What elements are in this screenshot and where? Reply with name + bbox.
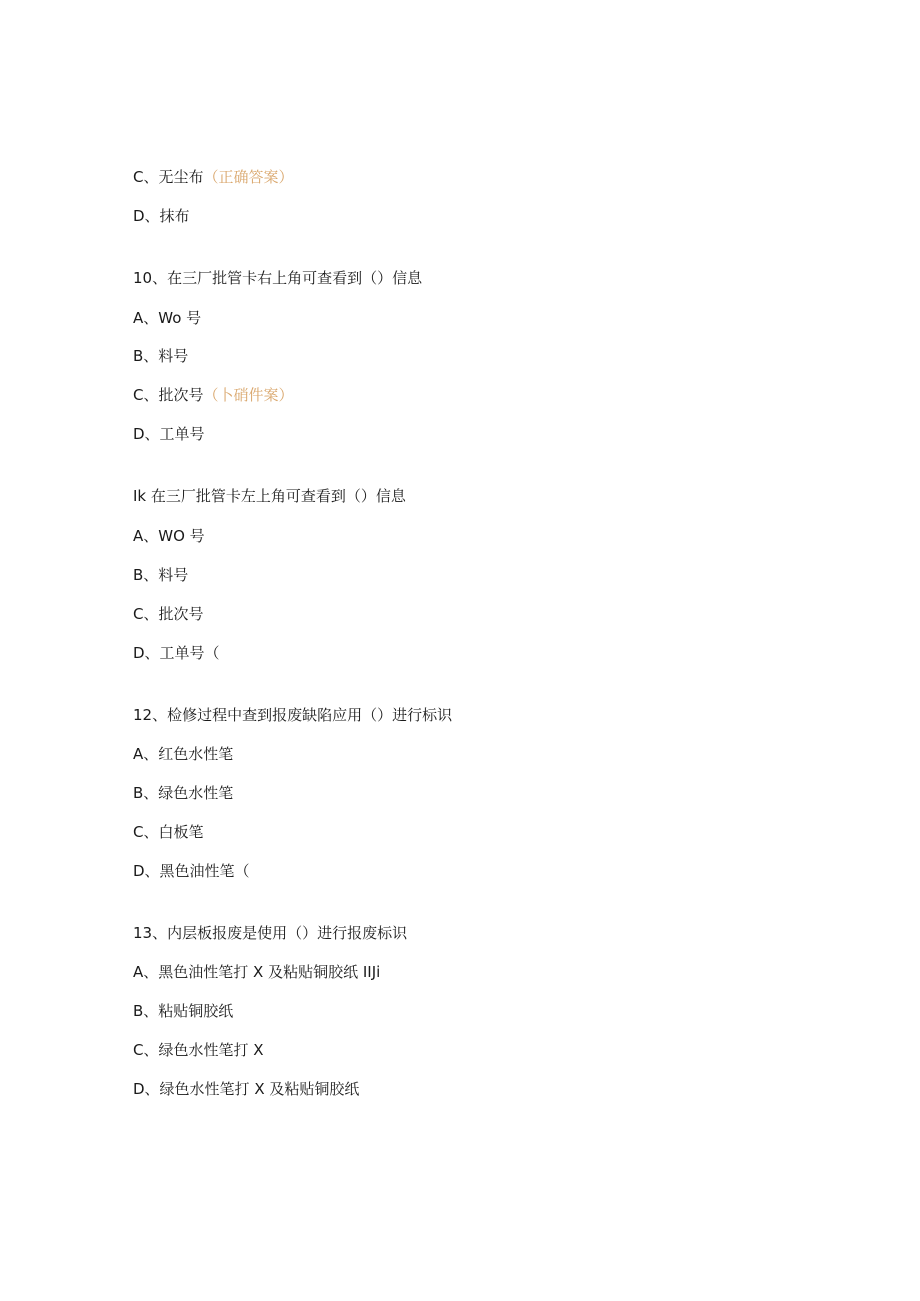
option-text: B、料号	[133, 347, 189, 365]
question-text: 12、检修过程中查到报废缺陷应用（）进行标识	[133, 706, 453, 724]
option-text: D、抹布	[133, 207, 190, 225]
answer-mark: （正确答案）	[203, 168, 294, 186]
q12-option-a	[133, 744, 233, 764]
question-text: 10、在三厂批管卡右上角可查看到（）信息	[133, 269, 423, 287]
option-text: A、黑色油性笔打 X 及粘贴铜胶纸 IIJi	[133, 963, 381, 981]
question-text: Ik 在三厂批管卡左上角可查看到（）信息	[133, 487, 406, 505]
option-text: D、工单号	[133, 425, 205, 443]
q11-option-b	[133, 565, 188, 585]
answer-mark: （卜硝件案）	[203, 386, 294, 404]
option-text: C、批次号	[133, 605, 204, 623]
q11-option-a	[133, 526, 205, 546]
q11-option-c	[133, 604, 203, 624]
q10-option-d	[133, 424, 205, 444]
option-text: A、WO 号	[133, 527, 205, 545]
q10-option-c	[133, 385, 294, 405]
q12-option-d	[133, 861, 250, 881]
q9-option-d	[133, 206, 190, 226]
question-13	[133, 923, 407, 943]
option-text: A、Wo 号	[133, 309, 202, 327]
q13-option-b	[133, 1001, 233, 1021]
question-10	[133, 268, 422, 288]
question-11	[133, 486, 406, 506]
option-text: C、无尘布	[133, 168, 204, 186]
option-text: B、料号	[133, 566, 189, 584]
option-text: A、红色水性笔	[133, 745, 234, 763]
q11-option-d	[133, 643, 220, 663]
option-text: B、绿色水性笔	[133, 784, 234, 802]
q9-option-c	[133, 167, 294, 187]
question-text: 13、内层板报废是使用（）进行报废标识	[133, 924, 408, 942]
q12-option-b	[133, 783, 233, 803]
option-text: C、批次号	[133, 386, 204, 404]
q13-option-d	[133, 1079, 359, 1099]
option-text: D、黑色油性笔（	[133, 862, 250, 880]
option-text: D、绿色水性笔打 X 及粘贴铜胶纸	[133, 1080, 360, 1098]
option-text: B、粘贴铜胶纸	[133, 1002, 234, 1020]
option-text: C、白板笔	[133, 823, 204, 841]
option-text: C、绿色水性笔打 X	[133, 1041, 264, 1059]
question-12	[133, 705, 452, 725]
q12-option-c	[133, 822, 203, 842]
q10-option-a	[133, 308, 201, 328]
q13-option-a	[133, 962, 380, 982]
q13-option-c	[133, 1040, 264, 1060]
option-text: D、工单号（	[133, 644, 220, 662]
q10-option-b	[133, 346, 188, 366]
